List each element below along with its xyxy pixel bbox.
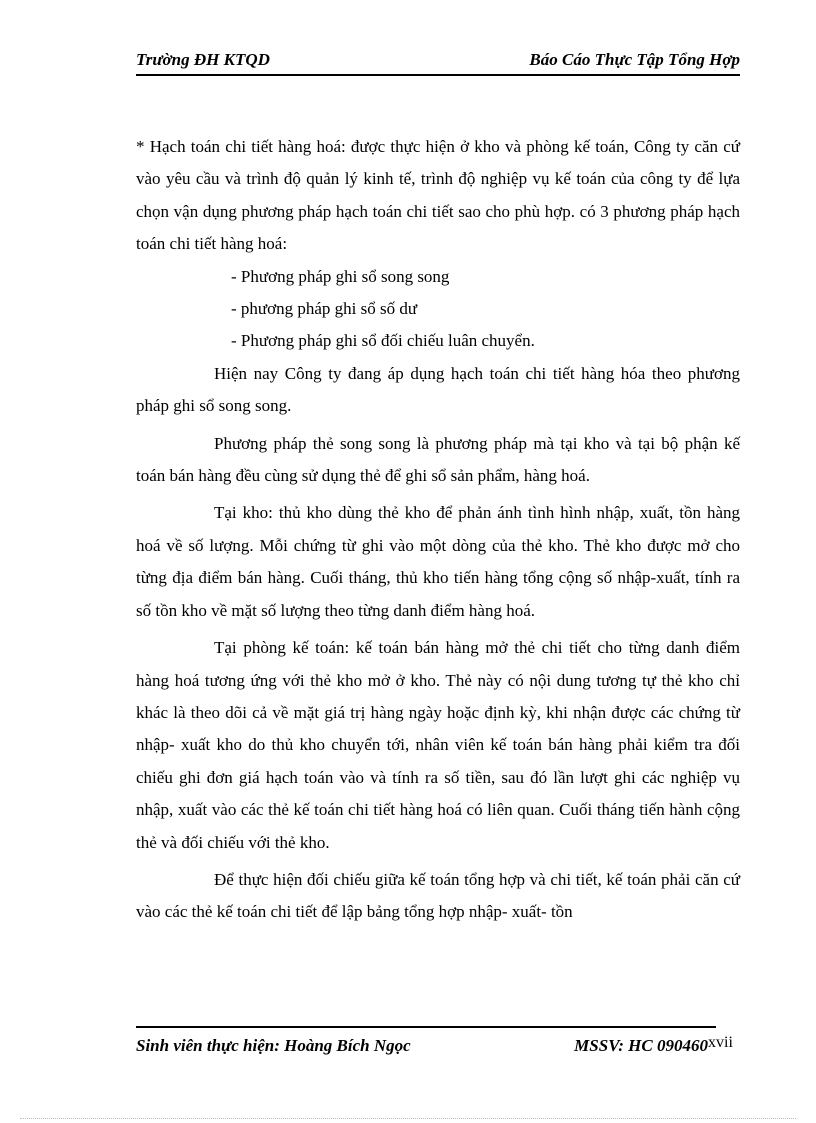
document-body (136, 131, 740, 929)
header-report-title: Báo Cáo Thực Tập Tổng Hợp (529, 50, 740, 69)
paragraph-reconciliation: Để thực hiện đối chiếu giữa kế toán tổng hợp và chi tiết, kế toán phải căn cứ vào các thẻ kế toán chi tiết để lập bảng tổng hợp nhập- xuất- tồn (136, 869, 740, 922)
header-school: Trường ĐH KTQD (136, 50, 270, 69)
page-number: xvii (708, 1034, 733, 1051)
paragraph-current-method: Hiện nay Công ty đang áp dụng hạch toán chi tiết hàng hóa theo phương pháp ghi sổ song song. (136, 363, 740, 416)
paragraph-warehouse: Tại kho: thủ kho dùng thẻ kho để phản ánh tình hình nhập, xuất, tồn hàng hoá về số lượng. Mỗi chứng từ ghi vào một dòng của thẻ kho. Thẻ kho được mở cho từng địa điểm bán hàng. Cuối tháng, thủ kho tiến hàng tổng cộng số nhập-xuất, tính ra số tồn kho về mặt số lượng theo từng danh điểm hàng hoá. (136, 503, 740, 620)
page-footer (136, 1026, 716, 1055)
footer-student-id: MSSV: HC 090460 (574, 1036, 708, 1055)
page-header (136, 50, 740, 76)
method-item-3: - Phương pháp ghi sổ đối chiếu luân chuyển. (231, 331, 535, 351)
paragraph-accounting-dept: Tại phòng kế toán: kế toán bán hàng mở thẻ chi tiết cho từng danh điểm hàng hoá tương ứng với thẻ kho mở ở kho. Thẻ này có nội dung tương tự thẻ kho chỉ khác là theo dõi cả về mặt giá trị hàng ngày hoặc định kỳ, khi nhận được các chứng từ nhập- xuất kho do thủ kho chuyển tới, nhân viên kế toán bán hàng phải kiểm tra đối chiếu ghi đơn giá hạch toán vào và tính ra số tiền, sau đó lần lượt ghi các nghiệp vụ nhập, xuất vào các thẻ kế toán chi tiết hàng hoá có liên quan. Cuối tháng tiến hành cộng thẻ và đối chiếu với thẻ kho. (136, 638, 740, 852)
paragraph-parallel-card: Phương pháp thẻ song song là phương pháp mà tại kho và tại bộ phận kế toán bán hàng đều cùng sử dụng thẻ để ghi sổ sản phẩm, hàng hoá. (136, 433, 740, 486)
method-item-2: - phương pháp ghi sổ số dư (231, 299, 418, 319)
footer-student: Sinh viên thực hiện: Hoàng Bích Ngọc (136, 1036, 411, 1055)
method-item-1: - Phương pháp ghi sổ song song (231, 266, 450, 286)
page-edge-divider (20, 1118, 796, 1119)
intro-paragraph: * Hạch toán chi tiết hàng hoá: được thực hiện ở kho và phòng kế toán, Công ty căn cứ vào yêu cầu và trình độ quản lý kinh tế, trình độ nghiệp vụ kế toán của công ty để lựa chọn vận dụng phương pháp hạch toán chi tiết sao cho phù hợp. có 3 phương pháp hạch toán chi tiết hàng hoá: (136, 137, 740, 254)
